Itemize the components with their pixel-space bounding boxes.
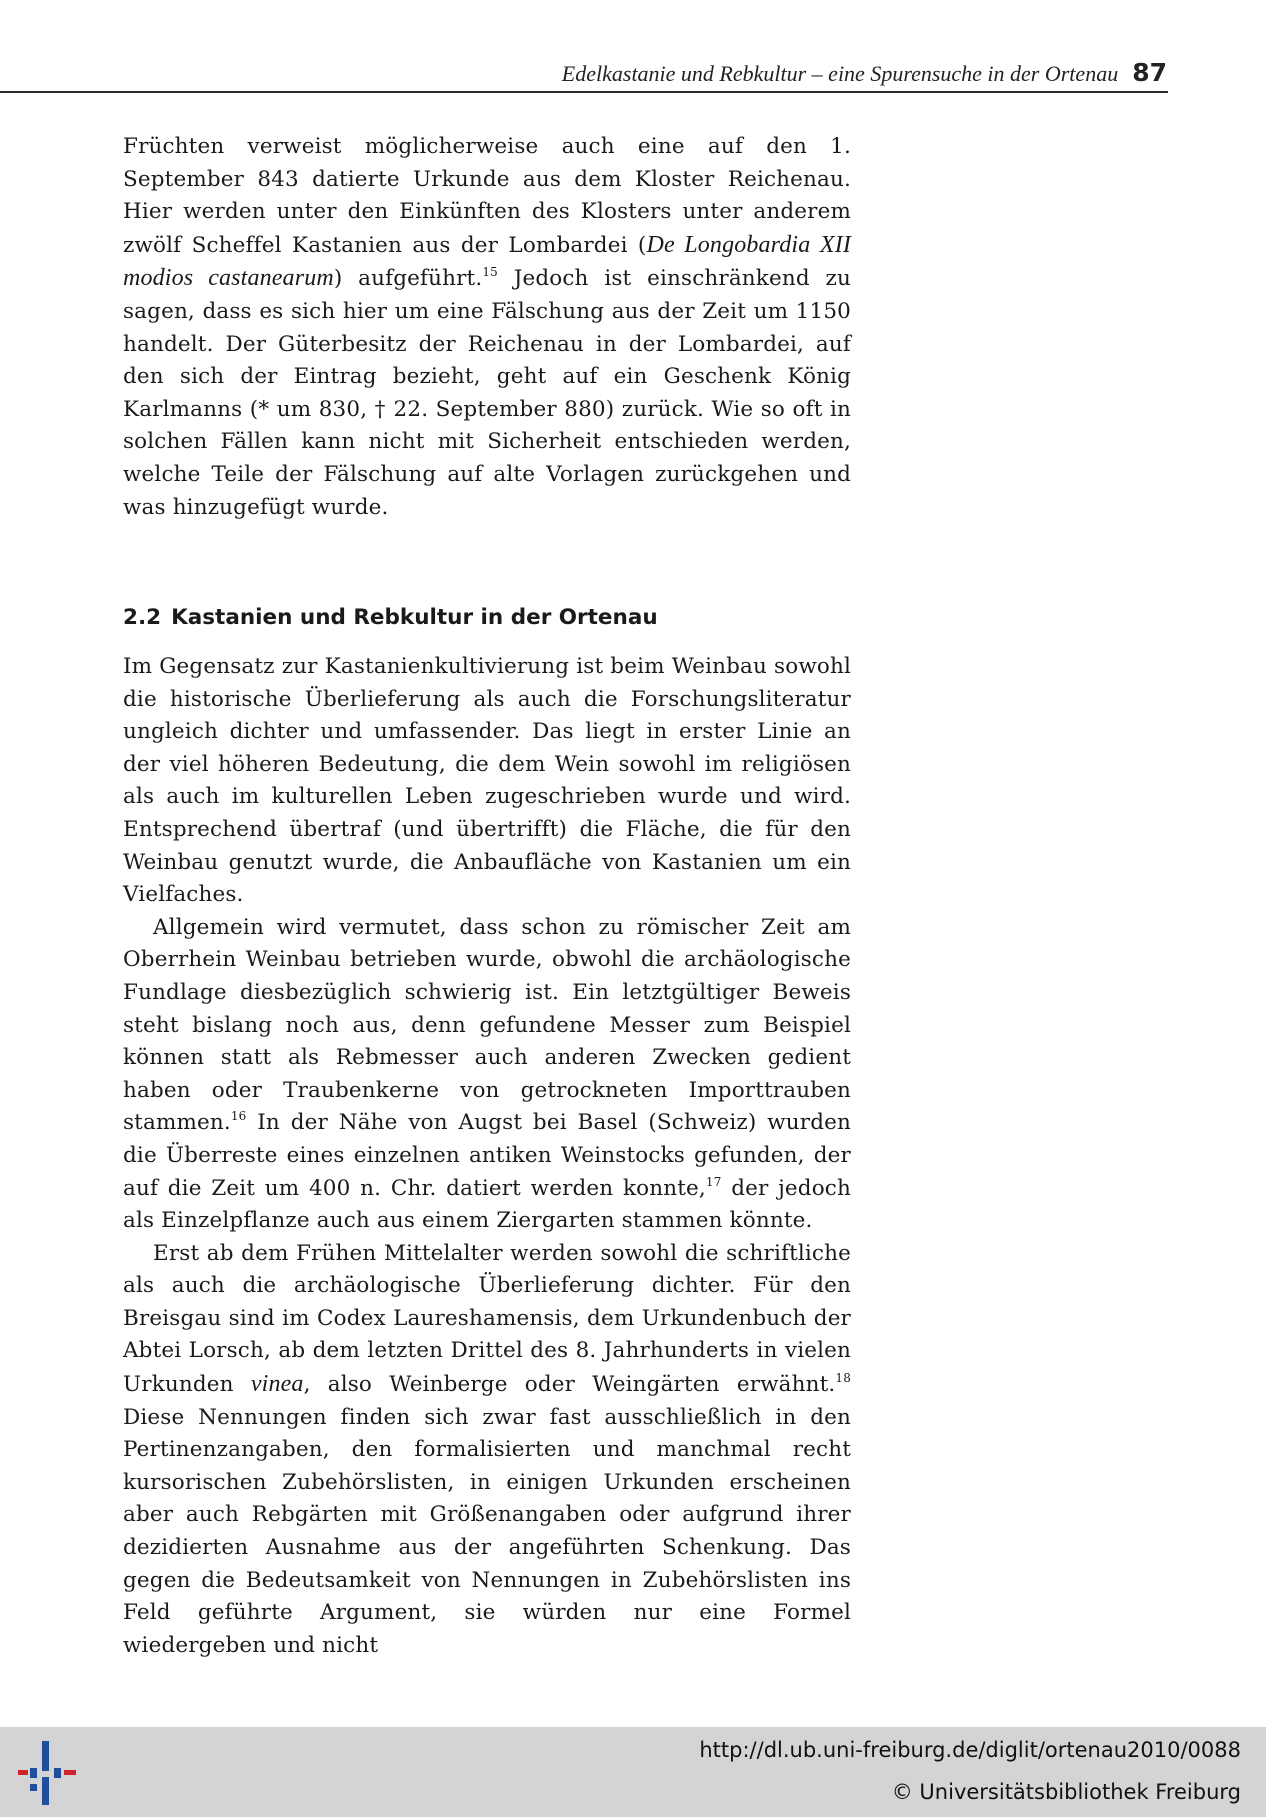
page-number: 87 bbox=[1132, 58, 1167, 87]
footnote-ref-18[interactable]: 18 bbox=[835, 1371, 851, 1386]
footnote-ref-16[interactable]: 16 bbox=[230, 1109, 247, 1124]
paragraph-4-text-a: Erst ab dem Frühen Mittelalter werden sowohl die schriftliche als auch die archäologische Überlieferung dichter. Für den Breisgau sind im Codex Laureshamensis, dem Urkundenbuch der Abtei Lorsch, ab dem letzten Drittel des 8. Jahrhunderts in vielen Urkunden bbox=[123, 1240, 851, 1398]
footer-bar bbox=[0, 1727, 1266, 1817]
paragraph-4 bbox=[123, 1238, 851, 1663]
paragraph-3 bbox=[123, 912, 851, 1238]
section-heading bbox=[123, 605, 658, 630]
header-rule bbox=[0, 91, 1168, 93]
footer-url-link[interactable]: http://dl.ub.uni-freiburg.de/diglit/ortenau2010/0088 bbox=[699, 1738, 1241, 1762]
running-header bbox=[0, 58, 1167, 87]
section-number: 2.2 bbox=[123, 605, 162, 630]
paragraph-3-text-b: In der Nähe von Augst bei Basel (Schweiz) wurden die Überreste eines einzelnen antiken Weinstocks gefunden, der auf die Zeit um 400 n. Chr. datiert werden konnte, bbox=[123, 1110, 851, 1201]
paragraph-3-text-a: Allgemein wird vermutet, dass schon zu römischer Zeit am Oberrhein Weinbau betrieben wurde, obwohl die archäologische Fundlage diesbezüglich schwierig ist. Ein letztgültiger Beweis steht bislang noch aus, denn gefundene Messer zum Beispiel können statt als Rebmesser auch anderen Zwecken gedient haben oder Traubenkerne von getrockneten Importtrauben stammen. bbox=[123, 914, 851, 1136]
running-header-title: Edelkastanie und Rebkultur – eine Spurensuche in der Ortenau bbox=[561, 61, 1119, 86]
paragraph-4-text-c: Diese Nennungen finden sich zwar fast ausschließlich in den Pertinenzangaben, den formalisierten und manchmal recht kursorischen Zubehörslisten, in einigen Urkunden erscheinen aber auch Rebgärten mit Größenangaben oder aufgrund ihrer dezidierten Ausnahme aus der angeführten Schenkung. Das gegen die Bedeutsamkeit von Nennungen in Zubehörslisten ins Feld geführte Argument, sie würden nur eine Formel wiedergeben und nicht bbox=[123, 1404, 851, 1658]
paragraph-4-text-b: , also Weinberge oder Weingärten erwähnt. bbox=[303, 1372, 836, 1398]
section-title: Kastanien und Rebkultur in der Ortenau bbox=[171, 605, 658, 630]
ub-freiburg-logo-icon[interactable] bbox=[16, 1741, 80, 1805]
paragraph-1-italic: De Longobardia XII modios castanearum bbox=[123, 231, 851, 292]
footnote-ref-15[interactable]: 15 bbox=[482, 265, 498, 280]
paragraph-1 bbox=[123, 131, 851, 524]
paragraph-1-text-a: Früchten verweist möglicherweise auch eine auf den 1. September 843 datierte Urkunde aus dem Kloster Reichenau. Hier werden unter den Einkünften des Klosters unter anderem zwölf Scheffel Kastanien aus der Lombardei ( bbox=[123, 134, 851, 258]
paragraph-2: Im Gegensatz zur Kastanienkultivierung ist beim Weinbau sowohl die historische Überlieferung als auch die Forschungsliteratur ungleich dichter und umfassender. Das liegt in erster Linie an der viel höheren Bedeutung, die dem Wein sowohl im religiösen als auch im kulturellen Leben zugeschrieben wurde und wird. Entsprechend übertraf (und übertrifft) die Fläche, die für den Weinbau genutzt wurde, die Anbaufläche von Kastanien um ein Vielfaches. bbox=[123, 654, 851, 908]
section-body bbox=[123, 651, 851, 1662]
paragraph-3-text-c: der jedoch als Einzelpflanze auch aus einem Ziergarten stammen könnte. bbox=[123, 1175, 851, 1234]
paragraph-1-text-c: Jedoch ist einschränkend zu sagen, dass es sich hier um eine Fälschung aus der Zeit um 1150 handelt. Der Güterbesitz der Reichenau in der Lombardei, auf den sich der Eintrag bezieht, geht auf ein Geschenk König Karlmanns (* um 830, † 22. September 880) zurück. Wie so oft in solchen Fällen kann nicht mit Sicherheit entschieden werden, welche Teile der Fälschung auf alte Vorlagen zurückgehen und was hinzugefügt wurde. bbox=[123, 266, 852, 520]
paragraph-1-text-b: ) aufgeführt. bbox=[333, 266, 483, 292]
footnote-ref-17[interactable]: 17 bbox=[705, 1174, 722, 1189]
footer-copyright: © Universitätsbibliothek Freiburg bbox=[891, 1780, 1241, 1804]
paragraph-4-italic: vinea bbox=[250, 1371, 304, 1398]
